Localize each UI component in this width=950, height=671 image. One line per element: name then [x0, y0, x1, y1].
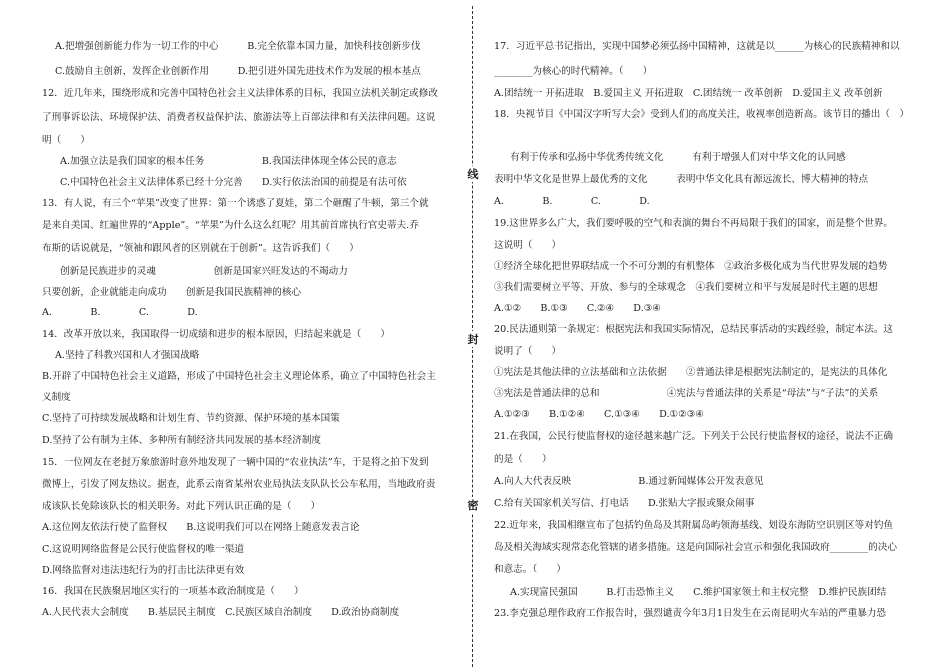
- q22-stem-line3: 和意志。（ ）: [494, 564, 566, 575]
- q17-stem-line1: 17．习近平总书记指出，实现中国梦必须弘扬中国精神，这就是以______为核心的民族精神和以: [494, 41, 900, 52]
- q14-option-c: C.坚持了可持续发展战略和计划生育、节约资源、保护环境的基本国策: [42, 413, 340, 424]
- q11-options-cd: C.鼓励自主创新，发挥企业创新作用 D.把引进外国先进技术作为发展的根本基点: [55, 66, 421, 77]
- q15-option-c: C.这说明网络监督是公民行使监督权的唯一渠道: [42, 544, 244, 555]
- q20-options: A.①②③ B.①②④ C.①③④ D.①②③④: [494, 409, 704, 420]
- q21-stem-line2: 的是（ ）: [494, 454, 552, 465]
- q15-stem-line2: 微博上，引发了网友热议。据查，此系云南省某州农业局执法支队队长公车私用，当地政府责: [42, 479, 436, 490]
- right-column: [480, 0, 950, 671]
- binding-mark-mi: 密: [467, 499, 479, 512]
- q13-statements-2: 只要创新，企业就能走向成功 创新是我国民族精神的核心: [42, 287, 302, 298]
- q12-stem-line1: 12．近几年来，围绕形成和完善中国特色社会主义法律体系的目标，我国立法机关制定或修改: [42, 88, 438, 99]
- q22-stem-line2: 岛及相关海域实现常态化管辖的诸多措施。这是向国际社会宣示和强化我国政府________的决心: [494, 542, 897, 553]
- q18-options: A. B. C. D.: [494, 196, 650, 207]
- q22-stem-line1: 22.近年来，我国相继宣布了包括钓鱼岛及其附属岛屿领海基线、划设东海防空识别区等对钓鱼: [494, 520, 894, 531]
- q15-option-d: D.网络监督对违法违纪行为的打击比法律更有效: [42, 565, 245, 576]
- q19-stem-line1: 19.这世界多么广大，我们要呼吸的空气和表演的舞台不再局限于我们的国家，而是整个世界。: [494, 218, 894, 229]
- q16-options: A.人民代表大会制度 B.基层民主制度 C.民族区域自治制度 D.政治协商制度: [42, 607, 400, 618]
- q13-stem-line2: 是来自美国、红遍世界的“Apple”。“苹果”为什么这么红呢？用其前首席执行官史蒂夫.乔: [42, 220, 419, 231]
- q12-stem-line2: 了刑事诉讼法、环境保护法、消费者权益保护法、旅游法等上百部法律和有关法律问题。这说: [42, 112, 436, 123]
- q20-statements-1: ①宪法是其他法律的立法基础和立法依据 ②普通法律是根据宪法制定的，是宪法的具体化: [494, 367, 888, 378]
- q13-stem-line3: 布斯的话说就是，“领袖和跟风者的区别就在于创新”。这告诉我们（ ）: [42, 243, 359, 254]
- q23-stem-line1: 23.李克强总理作政府工作报告时，强烈谴责今年3月1日发生在云南昆明火车站的严重暴力恐: [494, 608, 887, 619]
- q21-options-cd: C.给有关国家机关写信、打电话 D.张贴大字报或聚众闹事: [494, 498, 755, 509]
- q15-stem-line1: 15．一位网友在老挝万象旅游时意外地发现了一辆中国的“农业执法”车，于是将之拍下发到: [42, 457, 429, 468]
- q13-options: A. B. C. D.: [42, 307, 198, 318]
- q11-options-ab: A.把增强创新能力作为一切工作的中心 B.完全依靠本国力量，加快科技创新步伐: [55, 41, 421, 52]
- q14-option-b-line1: B.开辟了中国特色社会主义道路，形成了中国特色社会主义理论体系，确立了中国特色社会主: [42, 371, 436, 382]
- q16-stem: 16．我国在民族聚居地区实行的一项基本政治制度是（ ）: [42, 586, 304, 597]
- q20-statements-2: ③宪法是普通法律的总和 ④宪法与普通法律的关系是“母法”与“子法”的关系: [494, 388, 879, 399]
- q19-statements-2: ③我们需要树立平等、开放、参与的全球观念 ④我们要树立和平与发展是时代主题的思想: [494, 282, 878, 293]
- binding-mark-xian: 线: [467, 168, 479, 181]
- q19-options: A.①② B.①③ C.②④ D.③④: [494, 303, 661, 314]
- q14-option-b-line2: 义制度: [42, 392, 71, 403]
- q21-options-ab: A.向人大代表反映 B.通过新闻媒体公开发表意见: [494, 476, 764, 487]
- q19-statements-1: ①经济全球化把世界联结成一个不可分割的有机整体 ②政治多极化成为当代世界发展的趋势: [494, 261, 888, 272]
- q20-stem-line1: 20.民法通则第一条规定：根据宪法和我国实际情况，总结民事活动的实践经验，制定本法。这: [494, 324, 894, 335]
- q13-stem-line1: 13．有人说，有三个“苹果”改变了世界：第一个诱惑了夏娃，第二个砸醒了牛顿，第三个就: [42, 198, 429, 209]
- q18-statements-2: 表明中华文化是世界上最优秀的文化 表明中华文化具有源远流长、博大精神的特点: [494, 174, 869, 185]
- q17-stem-line2: ________为核心的时代精神。（ ）: [494, 66, 653, 77]
- left-column: [0, 0, 470, 671]
- q14-option-a: A.坚持了科教兴国和人才强国战略: [55, 350, 200, 361]
- q14-option-d: D.坚持了公有制为主体、多种所有制经济共同发展的基本经济制度: [42, 435, 322, 446]
- q17-options: A.团结统一 开拓进取 B.爱国主义 开拓进取 C.团结统一 改革创新 D.爱国主义 改革创新: [494, 88, 883, 99]
- q12-stem-line3: 明（ ）: [42, 135, 90, 146]
- q18-stem: 18．央视节目《中国汉字听写大会》受到人们的高度关注，收视率创造新高。该节目的播出（ ）: [494, 109, 910, 120]
- q15-stem-line3: 成该队长免除该队长的相关职务。对此下列认识正确的是（ ）: [42, 501, 321, 512]
- q21-stem-line1: 21.在我国，公民行使监督权的途径越来越广泛。下列关于公民行使监督权的途径，说法不正确: [494, 431, 894, 442]
- q22-options: A.实现富民强国 B.打击恐怖主义 C.维护国家领土和主权完整 D.维护民族团结: [510, 587, 887, 598]
- q15-options-ab: A.这位网友依法行使了监督权 B.这说明我们可以在网络上随意发表言论: [42, 522, 360, 533]
- q20-stem-line2: 说明了（ ）: [494, 346, 562, 357]
- binding-mark-feng: 封: [467, 333, 479, 346]
- q18-statements-1: 有利于传承和弘扬中华优秀传统文化 有利于增强人们对中华文化的认同感: [510, 152, 846, 163]
- q12-options-ab: A.加强立法是我们国家的根本任务 B.我国法律体现全体公民的意志: [60, 156, 397, 167]
- q19-stem-line2: 这说明（ ）: [494, 240, 562, 251]
- binding-line: [466, 0, 480, 671]
- q14-stem: 14．改革开放以来，我国取得一切成绩和进步的根本原因，归结起来就是（ ）: [42, 329, 390, 340]
- q13-statements-1: 创新是民族进步的灵魂 创新是国家兴旺发达的不竭动力: [60, 266, 348, 277]
- q12-options-cd: C.中国特色社会主义法律体系已经十分完善 D.实行依法治国的前提是有法可依: [60, 177, 407, 188]
